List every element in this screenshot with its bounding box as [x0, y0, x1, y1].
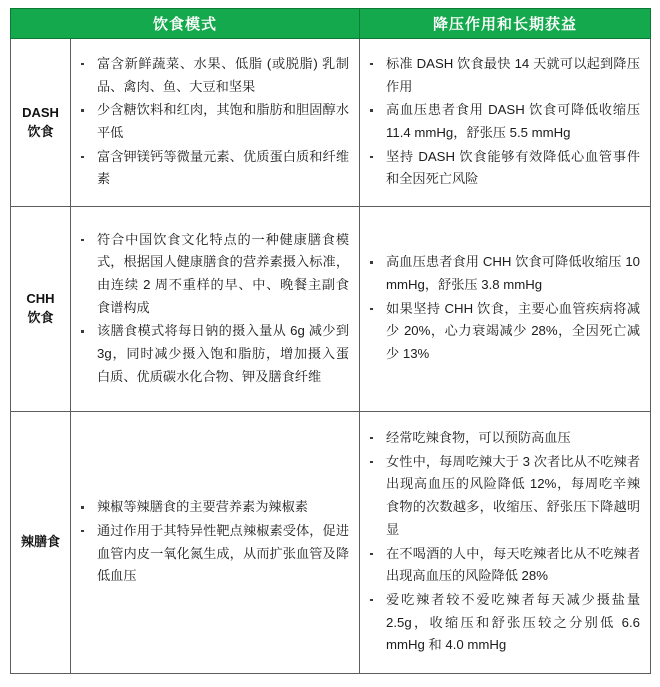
diet-blood-pressure-table — [10, 8, 651, 674]
list-item: 高血压患者食用 CHH 饮食可降低收缩压 10 mmHg，舒张压 3.8 mmHg — [364, 251, 640, 296]
effect-bullet-list — [364, 251, 640, 366]
list-item: 标准 DASH 饮食最快 14 天就可以起到降压作用 — [364, 53, 640, 98]
row-label-line-1: 辣膳食 — [20, 534, 60, 550]
row-label-line-1: DASH — [22, 104, 59, 120]
header-row — [11, 9, 651, 39]
row-pattern-chh — [71, 207, 360, 412]
table-row — [11, 412, 651, 674]
column-header-effect: 降压作用和长期获益 — [360, 9, 651, 39]
row-effect-chh — [360, 207, 651, 412]
list-item: 富含钾镁钙等微量元素、优质蛋白质和纤维素 — [75, 146, 349, 191]
list-item: 符合中国饮食文化特点的一种健康膳食模式，根据国人健康膳食的营养素摄入标准，由连续 2 周不重样的早、中、晚餐主副食食谱构成 — [75, 229, 349, 320]
row-label-spicy — [11, 412, 71, 674]
pattern-bullet-list — [75, 229, 349, 389]
row-label-line-1: CHH — [26, 291, 55, 307]
list-item: 辣椒等辣膳食的主要营养素为辣椒素 — [75, 496, 349, 519]
table-row — [11, 207, 651, 412]
row-label-line-2: 饮食 — [27, 310, 54, 325]
list-item: 经常吃辣食物，可以预防高血压 — [364, 427, 640, 450]
row-pattern-spicy — [71, 412, 360, 674]
list-item: 在不喝酒的人中，每天吃辣者比从不吃辣者出现高血压的风险降低 28% — [364, 543, 640, 588]
row-label-chh — [11, 207, 71, 412]
effect-bullet-list — [364, 53, 640, 191]
row-label-dash — [11, 39, 71, 207]
list-item: 如果坚持 CHH 饮食，主要心血管疾病将减少 20%，心力衰竭减少 28%，全因死亡减少 13% — [364, 298, 640, 366]
row-pattern-dash — [71, 39, 360, 207]
pattern-bullet-list — [75, 496, 349, 588]
table-header — [11, 9, 651, 39]
table-body — [11, 39, 651, 674]
list-item: 少含糖饮料和红肉，其饱和脂肪和胆固醇水平低 — [75, 99, 349, 144]
list-item: 坚持 DASH 饮食能够有效降低心血管事件和全因死亡风险 — [364, 146, 640, 191]
list-item: 女性中，每周吃辣大于 3 次者比从不吃辣者出现高血压的风险降低 12%，每周吃辛辣食物的次数越多，收缩压、舒张压下降越明显 — [364, 451, 640, 542]
table-row — [11, 39, 651, 207]
row-label-line-2: 饮食 — [27, 123, 54, 139]
list-item: 爱吃辣者较不爱吃辣者每天减少摄盐量 2.5g，收缩压和舒张压较之分别低 6.6 mmHg 和 4.0 mmHg — [364, 589, 640, 657]
effect-bullet-list — [364, 427, 640, 657]
pattern-bullet-list — [75, 53, 349, 191]
list-item: 高血压患者食用 DASH 饮食可降低收缩压 11.4 mmHg，舒张压 5.5 mmHg — [364, 99, 640, 144]
list-item: 富含新鲜蔬菜、水果、低脂 (或脱脂) 乳制品、禽肉、鱼、大豆和坚果 — [75, 53, 349, 98]
list-item: 该膳食模式将每日钠的摄入量从 6g 减少到 3g，同时减少摄入饱和脂肪，增加摄入蛋白质、优质碳水化合物、钾及膳食纤维 — [75, 320, 349, 388]
list-item: 通过作用于其特异性靶点辣椒素受体，促进血管内皮一氧化氮生成，从而扩张血管及降低血压 — [75, 520, 349, 588]
column-header-diet-pattern: 饮食模式 — [11, 9, 360, 39]
row-effect-dash — [360, 39, 651, 207]
row-effect-spicy — [360, 412, 651, 674]
